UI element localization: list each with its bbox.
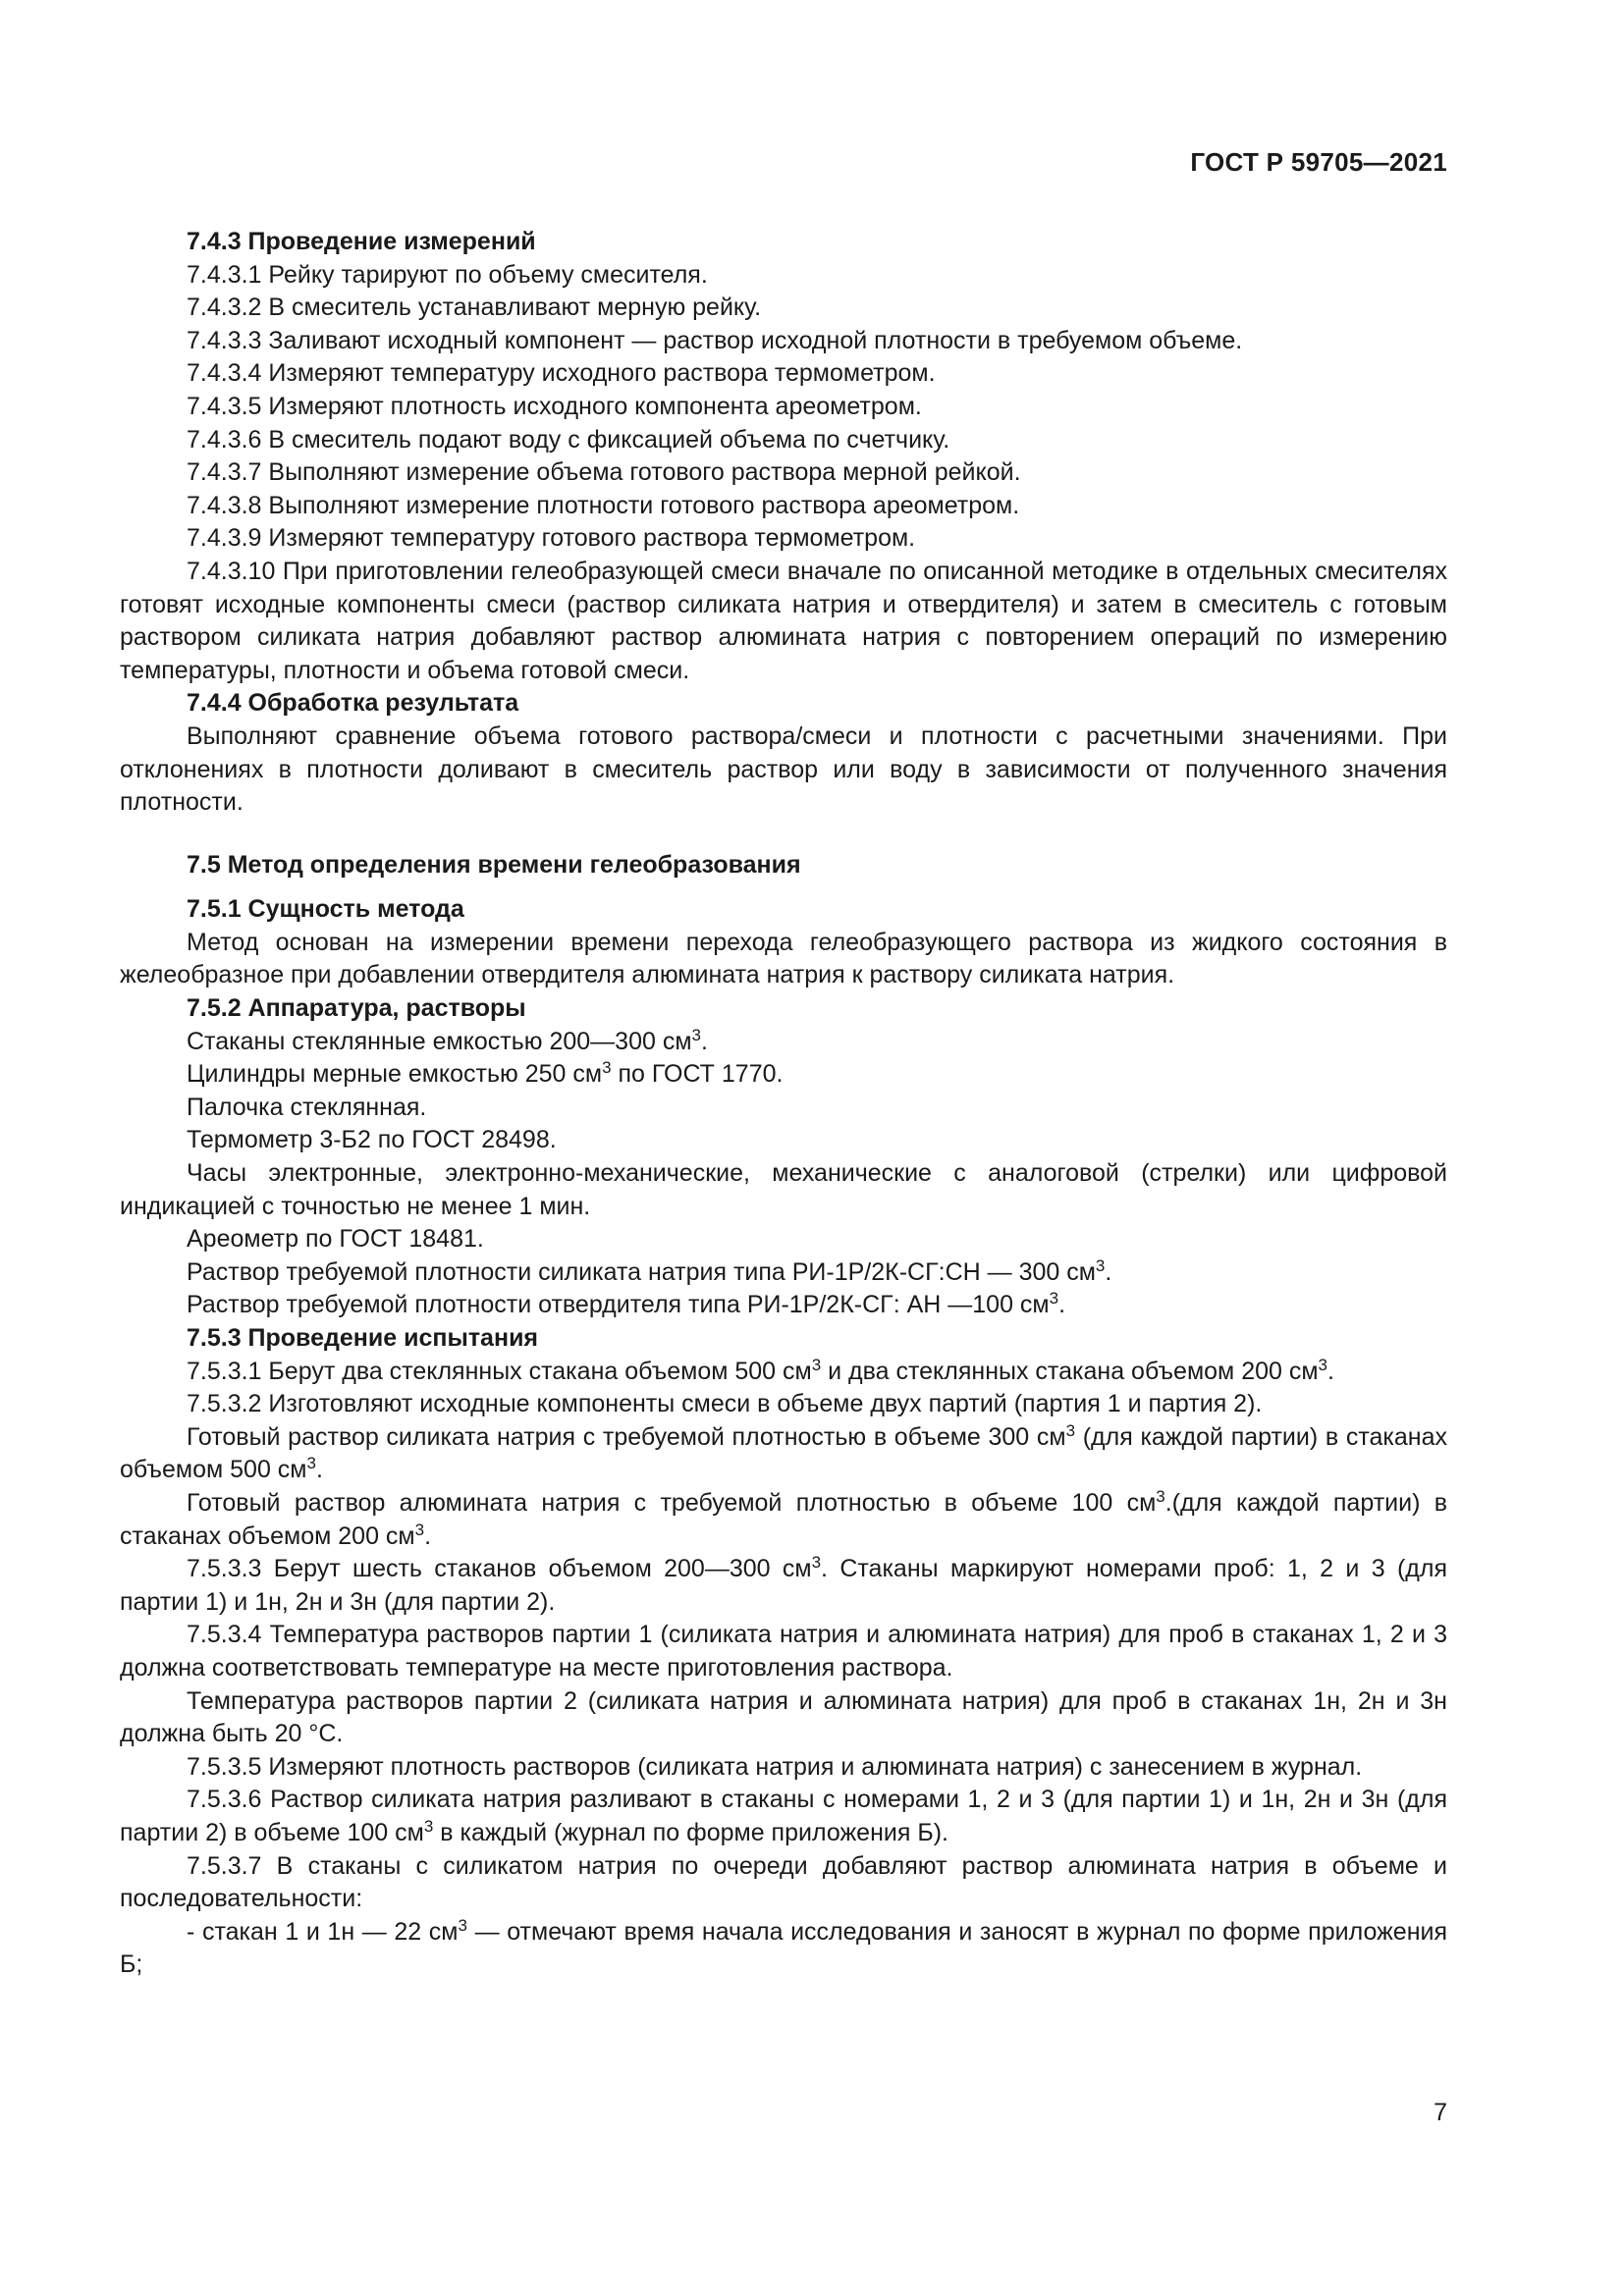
- paragraph: Выполняют сравнение объема готового раствора/смеси и плотности с расчетными значениями. При отклонениях в плотности доливают в смеситель раствор или воду в зависимости от полученного значения плотности.: [120, 721, 1447, 817]
- equipment-item: Ареометр по ГОСТ 18481.: [187, 1225, 484, 1254]
- paragraph: 7.4.3.9 Измеряют температуру готового раствора термометром.: [187, 524, 916, 553]
- paragraph: 7.5.3.4 Температура растворов партии 1 (силиката натрия и алюмината натрия) для проб в стаканах 1, 2 и 3 должна соответствовать температуре на месте приготовления раствора.: [120, 1621, 1447, 1682]
- paragraph: - стакан 1 и 1н — 22 $см^3$ — отмечают время начала исследования и заносят в журнал по форме приложения Б;: [120, 1915, 1447, 1979]
- section-7-5-3-title: 7.5.3 Проведение испытания: [187, 1324, 539, 1352]
- page-content: [120, 226, 1447, 1982]
- equipment-item: Раствор требуемой плотности отвердителя типа РИ-1Р/2К-СГ: АН —100 $см^3$.: [187, 1289, 1066, 1319]
- paragraph: Готовый раствор алюмината натрия с требуемой плотностью в объеме 100 $см^3.(для$ каждой партии) в стаканах объемом 200 $см^3$.: [120, 1486, 1447, 1550]
- document-id-header: ГОСТ Р 59705—2021: [1190, 147, 1447, 177]
- section-7-5-2-title: 7.5.2 Аппаратура, растворы: [187, 994, 526, 1023]
- section-7-4-4-title: 7.4.4 Обработка результата: [187, 689, 519, 718]
- section-7-4-3-title: 7.4.3 Проведение измерений: [187, 228, 536, 255]
- paragraph: 7.4.3.3 Заливают исходный компонент — раствор исходной плотности в требуемом объеме.: [187, 326, 1243, 354]
- paragraph: 7.5.3.5 Измеряют плотность растворов (силиката натрия и алюмината натрия) с занесением в журнал.: [187, 1752, 1363, 1781]
- equipment-item: Цилиндры мерные емкостью 250 $см^3$ по ГОСТ 1770.: [187, 1058, 784, 1089]
- paragraph: Готовый раствор силиката натрия с требуемой плотностью в объеме 300 $см^3$ (для каждой партии) в стаканах объемом 500 $см^3$.: [120, 1420, 1448, 1484]
- page-number: 7: [1434, 2099, 1447, 2126]
- paragraph: 7.4.3.10 При приготовлении гелеобразующей смеси вначале по описанной методике в отдельных смесителях готовят исходные компоненты смеси (раствор силиката натрия и отвердителя) и затем в смеситель с готовым раствором силиката натрия добавляют раствор алюмината натрия с повторением операций по измерению температуры, плотности и объема готовой смеси.: [120, 557, 1447, 684]
- equipment-item: Палочка стеклянная.: [187, 1093, 427, 1121]
- paragraph: 7.5.3.2 Изготовляют исходные компоненты смеси в объеме двух партий (партия 1 и партия 2).: [187, 1390, 1263, 1418]
- paragraph: 7.5.3.1 Берут два стеклянных стакана объемом 500 $см^3$ и два стеклянных стакана объемом 200 $см^3$.: [187, 1355, 1334, 1385]
- section-7-5-1-title: 7.5.1 Сущность метода: [187, 895, 464, 924]
- equipment-item: Термометр 3-Б2 по ГОСТ 28498.: [187, 1126, 557, 1154]
- paragraph: Температура растворов партии 2 (силиката натрия и алюмината натрия) для проб в стаканах 1н, 2н и 3н должна быть 20 °С.: [120, 1686, 1447, 1748]
- paragraph: 7.4.3.4 Измеряют температуру исходного раствора термометром.: [187, 359, 936, 388]
- paragraph: 7.4.3.6 В смеситель подают воду с фиксацией объема по счетчику.: [187, 425, 950, 454]
- paragraph: 7.4.3.8 Выполняют измерение плотности готового раствора ареометром.: [187, 491, 1020, 519]
- paragraph: 7.5.3.6 Раствор силиката натрия разливают в стаканы с номерами 1, 2 и 3 (для партии 1) и 1н, 2н и 3н (для партии 2) в объеме 100 $см^3$ в каждый (журнал по форме приложения Б).: [120, 1786, 1447, 1846]
- paragraph: Метод основан на измерении времени перехода гелеобразующего раствора из жидкого состояния в желеобразное при добавлении отвердителя алюмината натрия к раствору силиката натрия.: [120, 928, 1447, 989]
- equipment-item: Часы электронные, электронно-механические, механические с аналоговой (стрелки) или цифровой индикацией с точностью не менее 1 мин.: [120, 1159, 1447, 1220]
- paragraph: 7.4.3.1 Рейку тарируют по объему смесителя.: [187, 260, 708, 289]
- equipment-item: Раствор требуемой плотности силиката натрия типа РИ-1Р/2К-СГ:СН — 300 $см^3$.: [187, 1255, 1112, 1286]
- section-7-5-title: 7.5 Метод определения времени гелеобразования: [187, 850, 801, 879]
- paragraph: 7.5.3.7 В стаканы с силикатом натрия по очереди добавляют раствор алюмината натрия в объеме и последовательности:: [120, 1851, 1447, 1913]
- paragraph: 7.4.3.2 В смеситель устанавливают мерную рейку.: [187, 294, 762, 322]
- paragraph: 7.4.3.7 Выполняют измерение объема готового раствора мерной рейкой.: [187, 458, 1021, 487]
- equipment-item: Стаканы стеклянные емкостью 200—300 $см^3$.: [187, 1025, 708, 1055]
- paragraph: 7.5.3.3 Берут шесть стаканов объемом 200—300 $см^3$. Стаканы маркируют номерами проб: 1, 2 и 3 (для партии 1) и 1н, 2н и 3н (для партии 2).: [120, 1553, 1447, 1616]
- paragraph: 7.4.3.5 Измеряют плотность исходного компонента ареометром.: [187, 392, 922, 420]
